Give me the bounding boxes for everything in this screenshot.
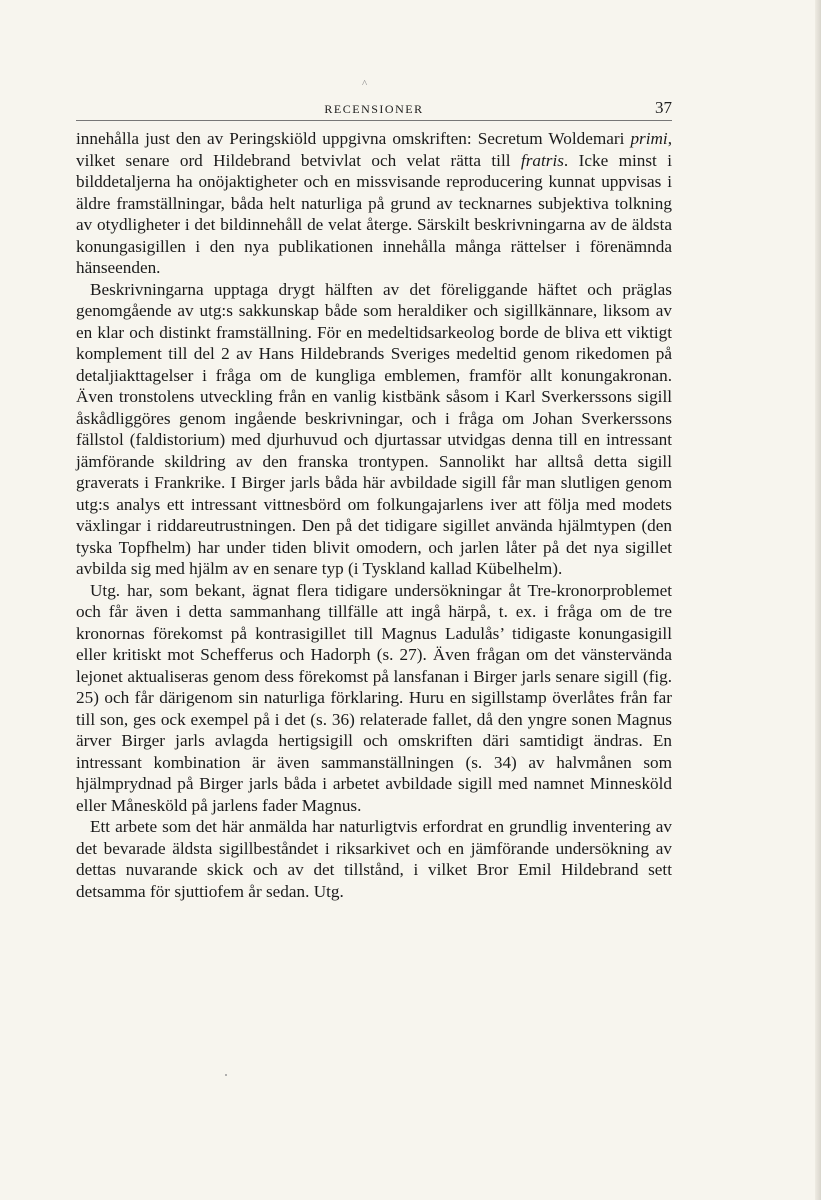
stray-mark xyxy=(225,1074,227,1076)
paragraph-1-text-b: , vilket senare ord Hildebrand betvivlat och velat rätta till xyxy=(76,129,672,170)
paragraph-4: Ett arbete som det här anmälda har naturligtvis erfordrat en grundlig inventering av det bevarade äldsta sigillbeståndet i riksarkivet och en jämförande undersökning av dettas nuvarande skick och av det tillstånd, i vilket Bror Emil Hildebrand sett detsamma för sjuttiofem år sedan. Utg. xyxy=(76,817,672,901)
paragraph-3: Utg. har, som bekant, ägnat flera tidigare undersökningar åt Tre-kronorproblemet och får även i detta sammanhang tillfälle att ingå härpå, t. ex. i fråga om de tre kronornas förekomst på kontrasigillet till Magnus Ladulås’ tidigaste konungasigill eller kritiskt mot Schefferus och Hadorph (s. 27). Även frågan om det vänstervända lejonet aktualiseras genom dess förekomst på lansfanan i Birger jarls senare sigill (fig. 25) och får därigenom sin naturliga förklaring. Huru en sigillstamp överlåtes från far till son, ges ock exempel på i det (s. 36) relaterade fallet, då den yngre sonen Magnus ärver Birger jarls avlagda hertigsigill och omskriften däri samtidigt ändras. En intressant kombination är även sammanställningen (s. 34) av halvmånen som hjälmprydnad på Birger jarls båda i arbetet avbildade sigill med namnet Minnesköld eller Månesköld på jarlens fader Magnus. xyxy=(76,580,672,815)
latin-word-primi: primi xyxy=(630,129,668,148)
printer-mark: ^ xyxy=(362,78,368,90)
paragraph-1-text-a: innehålla just den av Peringskiöld uppgivna omskriften: Secretum Woldemari xyxy=(76,129,631,148)
page-edge xyxy=(815,0,821,1200)
paragraph-2: Beskrivningarna upptaga drygt hälften av det föreliggande häftet och präglas genomgående av utg:s sakkunskap både som heraldiker och sigillkännare, liksom av en klar och distinkt framställning. För en medeltidsarkeolog borde de bliva ett viktigt komplement till del 2 av Hans Hildebrands Sveriges medeltid genom rikedomen på detaljiakttagelser i fråga om de kungliga emblemen, framför allt konungakronan. Även tronstolens utveckling från en vanlig kistbänk såsom i Karl Sverkerssons sigill åskådliggöres genom ingående beskrivningar, och i fråga om Johan Sverkerssons fällstol (faldistorium) med djurhuvud och djurtassar utvidgas denna till en intressant jämförande skildring av den franska trontypen. Sannolikt har alltså detta sigill graverats i Frankrike. I Birger jarls båda här avbildade sigill får man slutligen genom utg:s analys ett intressant vittnesbörd om folkungajarlens iver att följa med modets växlingar i riddareutrustningen. Den på det tidigare sigillet använda hjälmtypen (den tyska Topfhelm) har under tiden blivit omodern, och jarlen låter på det nya sigillet avbilda sig med hjälm av en senare typ (i Tyskland kallad Kübelhelm). xyxy=(76,279,672,578)
review-body xyxy=(76,128,672,902)
page-number: 37 xyxy=(655,98,672,117)
latin-word-fratris: fratris xyxy=(520,150,564,170)
paragraph-1 xyxy=(76,128,672,279)
page-header xyxy=(76,100,672,121)
running-head: RECENSIONER xyxy=(324,102,424,116)
paragraph-1-text-c: . Icke minst i bilddetaljerna ha onöjaktigheter och en missvisande reproducering kunnat uppvisas i äldre framställningar, båda helt naturliga på grund av tecknarnes subjektiva tolkning av otydligheter i det bildinnehåll de velat återge. Särskilt beskrivningarna av de äldsta konungasigillen i den nya publikationen innehålla många rättelser i förenämnda hänseenden. xyxy=(76,150,672,277)
